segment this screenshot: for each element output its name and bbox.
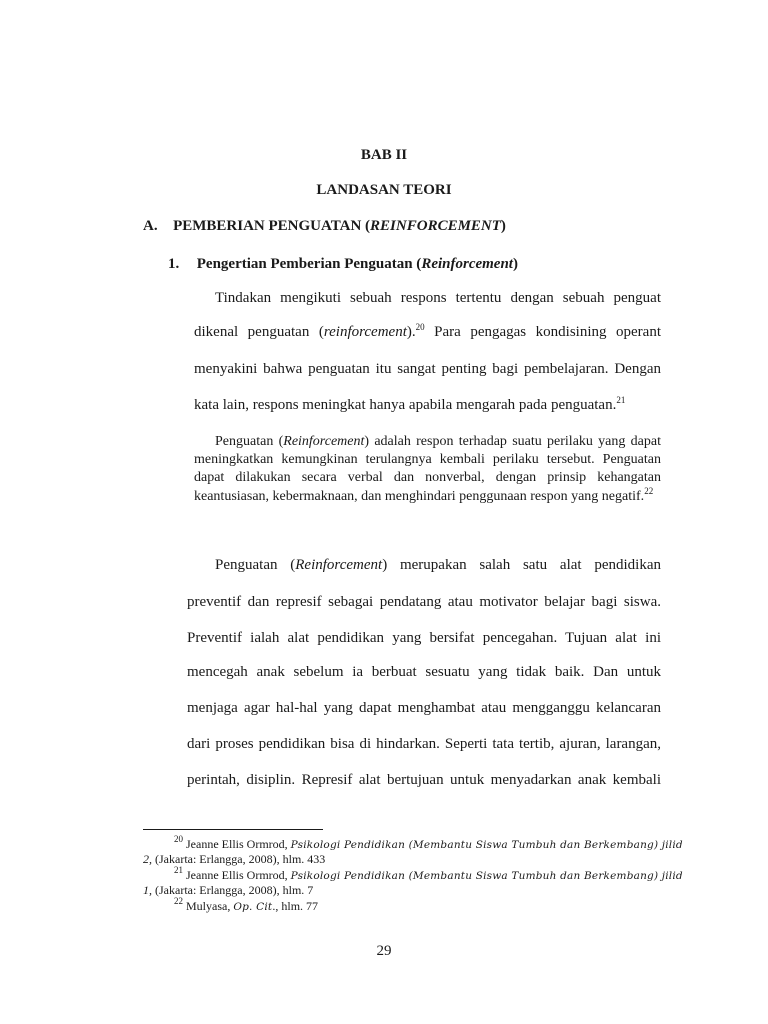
footnote-separator <box>143 829 323 830</box>
footnote-ref[interactable]: 20 <box>415 322 425 332</box>
para2-line: Penguatan (Reinforcement) merupakan salah satu alat pendidikan <box>215 557 661 573</box>
chapter-label: BAB II <box>360 147 408 163</box>
subsection-heading <box>168 256 518 273</box>
footnote-ref[interactable]: 22 <box>644 485 654 496</box>
subsection-marker: 1. <box>168 256 180 272</box>
section-title: PEMBERIAN PENGUATAN (REINFORCEMENT) <box>173 218 506 234</box>
para1-line: dikenal penguatan (reinforcement).$^{20}$ Para pengagas kondisining operant <box>194 322 661 340</box>
para1-line: Tindakan mengikuti sebuah respons tertentu dengan sebuah penguat <box>215 290 661 306</box>
footnote-number: 20 <box>174 834 183 844</box>
footnote-ref[interactable]: 21 <box>616 395 626 405</box>
footnote-20-cont: 2, (Jakarta: Erlangga, 2008), hlm. 433 <box>143 852 326 866</box>
block-quote: Penguatan (Reinforcement) adalah respon terhadap suatu perilaku yang dapat meningkatkan kemungkinan terulangnya kembali perilaku tersebut. Penguatan dapat dilakukan secara verbal dan nonverbal, dengan prinsip kehangatan keantusiasan, kebermaknaan, dan menghindari penggunaan respon yang negatif.$^{22}$ <box>194 434 661 504</box>
para2-line: Preventif ialah alat pendidikan yang bersifat pencegahan. Tujuan alat ini <box>187 630 661 646</box>
footnote-20: $^{20}$ Jeanne Ellis Ormrod, Psikologi Pendidikan (Membantu Siswa Tumbuh dan Berkembang) jilid <box>174 834 683 851</box>
para2-line: dari proses pendidikan bisa di hindarkan. Seperti tata tertib, ajuran, larangan, <box>187 736 661 752</box>
footnote-number: 21 <box>174 865 183 875</box>
para2-line: mencegah anak sebelum ia berbuat sesuatu yang tidak baik. Dan untuk <box>187 664 661 680</box>
chapter-title: LANDASAN TEORI <box>316 182 452 198</box>
para1-line: kata lain, respons meningkat hanya apabila mengarah pada penguatan.$^{21}$ <box>194 395 626 413</box>
section-heading <box>143 218 506 235</box>
para2-line: menjaga agar hal-hal yang dapat menghambat atau mengganggu kelancaran <box>187 700 661 716</box>
footnote-22: $^{22}$ Mulyasa, Op. Cit., hlm. 77 <box>174 896 319 913</box>
footnote-21-cont: 1, (Jakarta: Erlangga, 2008), hlm. 7 <box>143 883 314 897</box>
footnote-number: 22 <box>174 896 183 906</box>
footnote-21: $^{21}$ Jeanne Ellis Ormrod, Psikologi Pendidikan (Membantu Siswa Tumbuh dan Berkembang) jilid <box>174 865 683 882</box>
subsection-title: Pengertian Pemberian Penguatan (Reinforcement) <box>196 256 518 272</box>
para1-line: menyakini bahwa penguatan itu sangat penting bagi pembelajaran. Dengan <box>194 361 661 377</box>
para2-line: perintah, disiplin. Represif alat bertujuan untuk menyadarkan anak kembali <box>187 772 661 788</box>
para2-line: preventif dan represif sebagai pendatang atau motivator belajar bagi siswa. <box>187 594 661 610</box>
section-marker: A. <box>143 218 158 234</box>
page-number: 29 <box>376 943 392 959</box>
